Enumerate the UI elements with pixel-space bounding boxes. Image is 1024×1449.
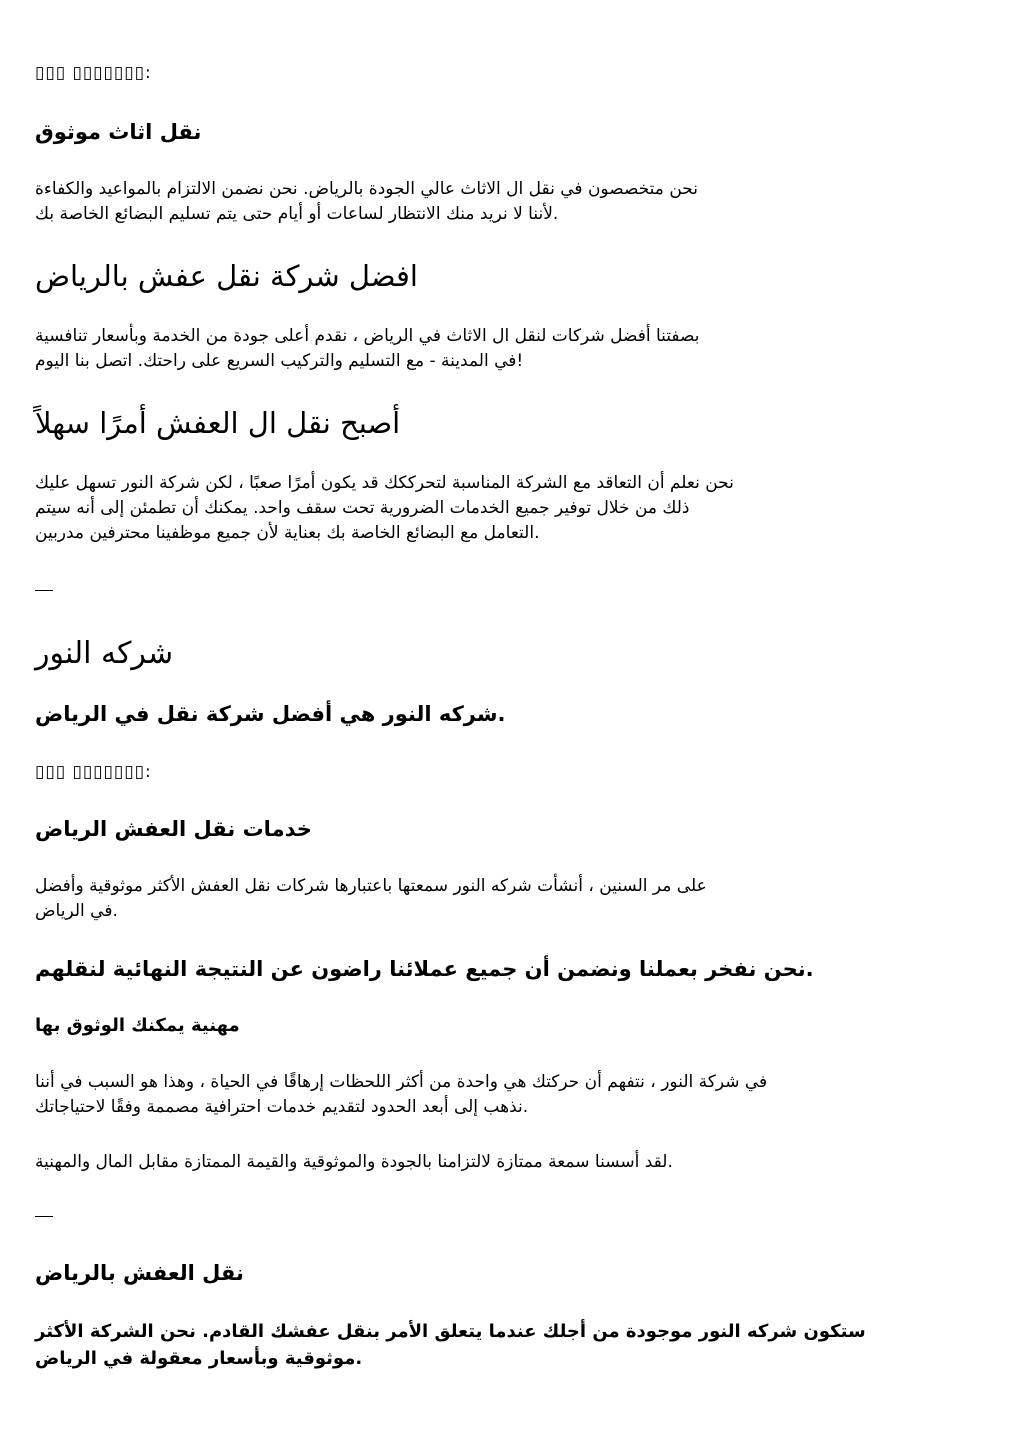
closing-paragraph-line: ستكون شركه النور موجودة من أجلك عندما يتعلق الأمر بنقل عفشك القادم. نحن الشركة الأكثر bbox=[35, 1321, 866, 1342]
horizontal-rule bbox=[35, 1216, 53, 1217]
intro-paragraph-line: لأننا لا نريد منك الانتظار لساعات أو أيام حتى يتم تسليم البضائع الخاصة بك. bbox=[35, 204, 559, 224]
best-company-paragraph-line: بصفتنا أفضل شركات لنقل ال الاثاث في الرياض ، نقدم أعلى جودة من الخدمة وبأسعار تنافسية bbox=[35, 326, 700, 346]
closing-paragraph bbox=[35, 1318, 989, 1372]
trust-paragraph-line: نذهب إلى أبعد الحدود لتقديم خدمات احترافية مصممة وفقًا لاحتياجاتك. bbox=[35, 1097, 529, 1117]
services-heading: خدمات نقل العفش الرياض bbox=[35, 817, 312, 841]
reputation-paragraph-line: في الرياض. bbox=[35, 901, 118, 921]
riyadh-moving-heading: نقل العفش بالرياض bbox=[35, 1261, 244, 1285]
easy-moving-heading: أصبح نقل ال العفش أمرًا سهلاً bbox=[35, 406, 401, 440]
easy-moving-paragraph-line: نحن نعلم أن التعاقد مع الشركة المناسبة لتحرككك قد يكون أمرًا صعبًا ، لكن شركة النور تسهل عليك bbox=[35, 473, 734, 493]
trust-heading: مهنية يمكنك الوثوق بها bbox=[35, 1015, 240, 1036]
best-company-heading: افضل شركة نقل عفش بالرياض bbox=[35, 259, 418, 293]
best-company-paragraph-line: في المدينة - مع التسليم والتركيب السريع على راحتك. اتصل بنا اليوم! bbox=[35, 351, 524, 371]
placeholder-label: ▯▯▯ ▯▯▯▯▯▯▯: bbox=[35, 762, 152, 782]
reliable-moving-heading: نقل اثاث موثوق bbox=[35, 120, 202, 144]
reputation-paragraph-line: على مر السنين ، أنشأت شركه النور سمعتها باعتبارها شركات نقل العفش الأكثر موثوقية وأفضل bbox=[35, 876, 707, 896]
easy-moving-paragraph-line: التعامل مع البضائع الخاصة بك بعناية لأن جميع موظفينا محترفين مدربين. bbox=[35, 523, 540, 543]
trust-paragraph bbox=[35, 1070, 989, 1120]
easy-moving-paragraph-line: ذلك من خلال توفير جميع الخدمات الضرورية تحت سقف واحد. يمكنك أن تطمئن إلى أنه سيتم bbox=[35, 498, 690, 518]
company-subheading: شركه النور هي أفضل شركة نقل في الرياض. bbox=[35, 702, 506, 726]
company-name-heading: شركه النور bbox=[35, 636, 174, 671]
intro-paragraph-line: نحن متخصصون في نقل ال الاثاث عالي الجودة بالرياض. نحن نضمن الالتزام بالمواعيد والكفاءة bbox=[35, 179, 698, 199]
intro-paragraph bbox=[35, 177, 989, 227]
placeholder-label: ▯▯▯ ▯▯▯▯▯▯▯: bbox=[35, 63, 152, 83]
quality-paragraph: لقد أسسنا سمعة ممتازة لالتزامنا بالجودة والموثوقية والقيمة الممتازة مقابل المال والمهنية. bbox=[35, 1152, 673, 1172]
best-company-paragraph bbox=[35, 324, 989, 374]
trust-paragraph-line: في شركة النور ، نتفهم أن حركتك هي واحدة من أكثر اللحظات إرهاقًا في الحياة ، وهذا هو السبب في أننا bbox=[35, 1072, 768, 1092]
easy-moving-paragraph bbox=[35, 471, 989, 546]
reputation-paragraph bbox=[35, 874, 989, 924]
closing-paragraph-line: موثوقية وبأسعار معقولة في الرياض. bbox=[35, 1348, 363, 1369]
pride-heading: نحن نفخر بعملنا ونضمن أن جميع عملائنا راضون عن النتيجة النهائية لنقلهم. bbox=[35, 957, 814, 981]
horizontal-rule bbox=[35, 590, 53, 591]
